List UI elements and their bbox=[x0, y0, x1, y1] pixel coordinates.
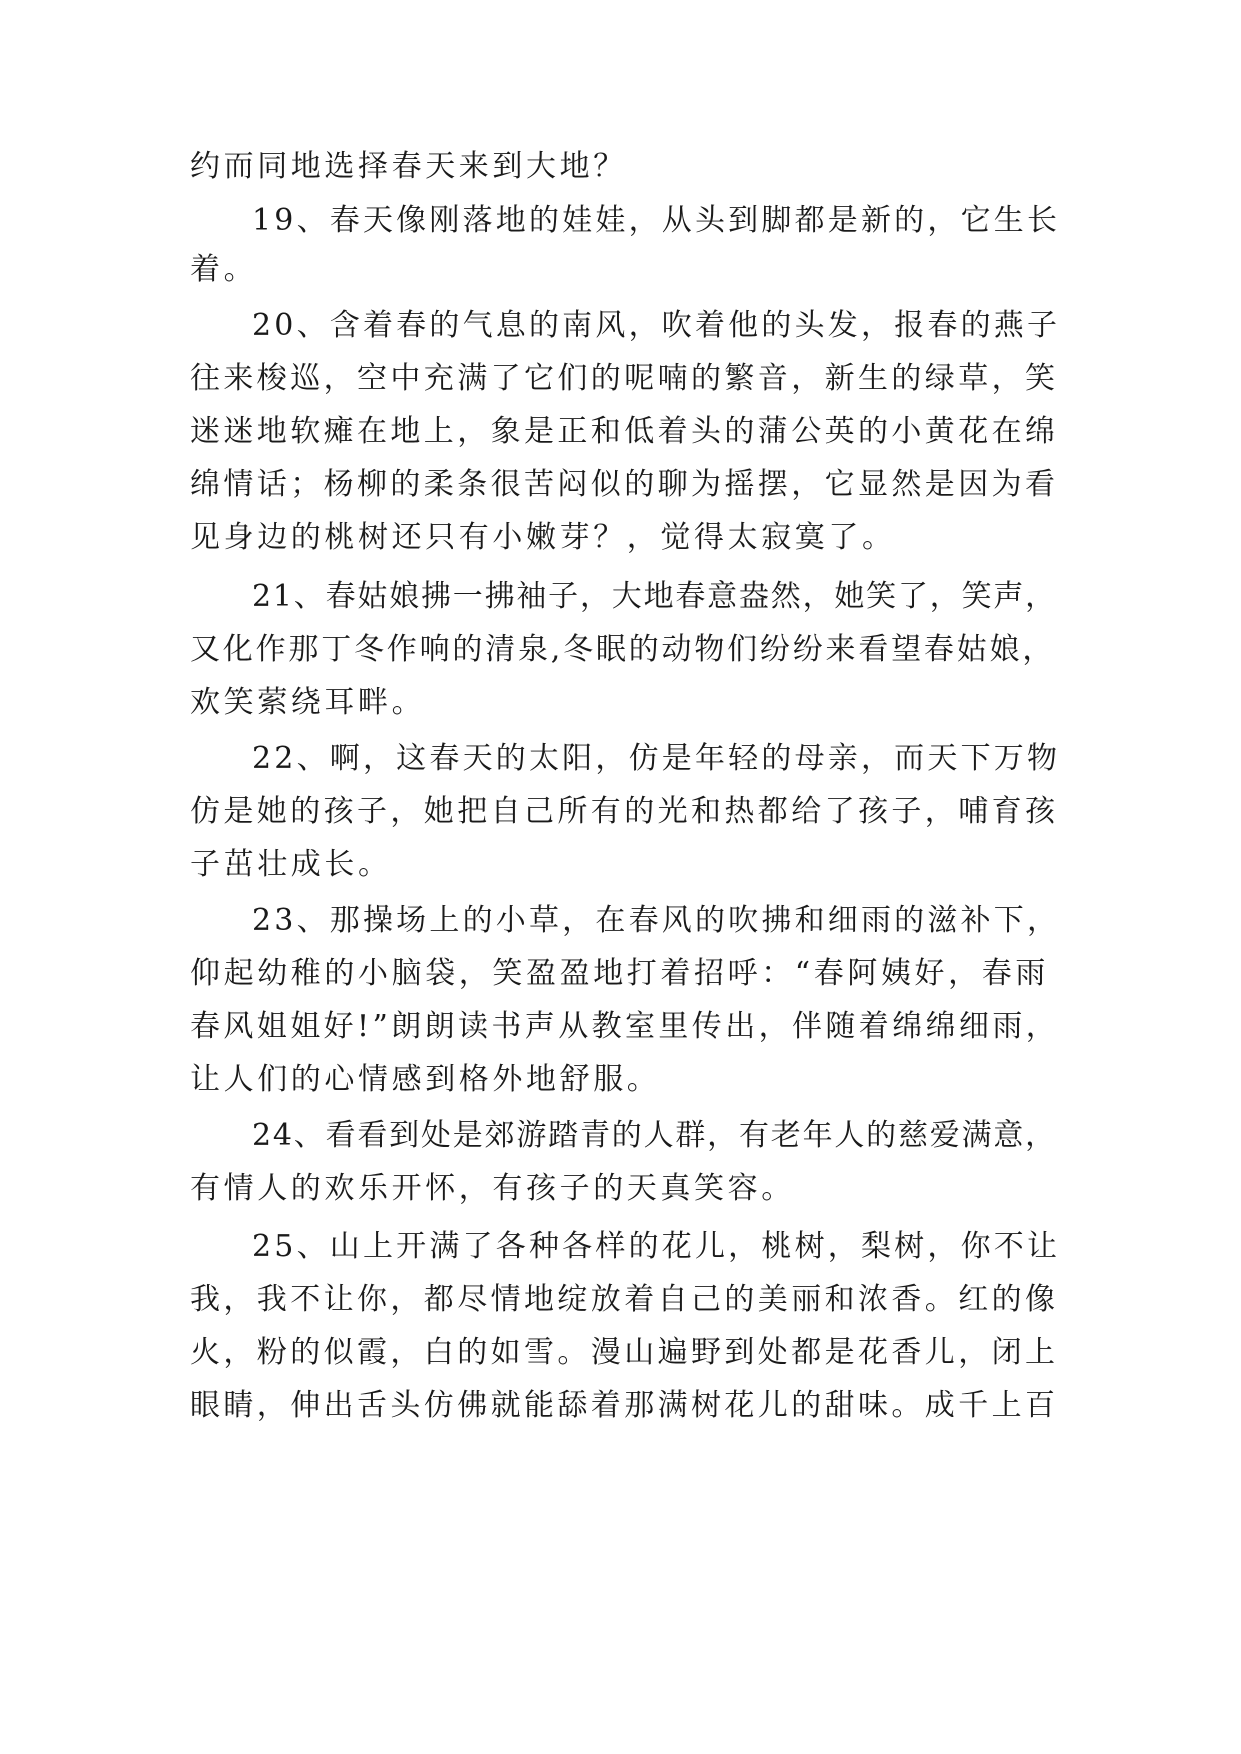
text-line: 欢笑萦绕耳畔。 bbox=[190, 685, 426, 720]
text-line: 22、啊，这春天的太阳，仿是年轻的母亲，而天下万物 bbox=[252, 741, 1061, 776]
text-line: 又化作那丁冬作响的清泉,冬眠的动物们纷纷来看望春姑娘， bbox=[190, 632, 1056, 667]
text-line: 仰起幼稚的小脑袋，笑盈盈地打着招呼：“春阿姨好，春雨 bbox=[190, 956, 1049, 991]
text-line: 往来梭巡，空中充满了它们的呢喃的繁音，新生的绿草，笑 bbox=[190, 361, 1059, 396]
text-line: 着。 bbox=[190, 252, 258, 287]
text-line: 眼睛，伸出舌头仿佛就能舔着那满树花儿的甜味。成千上百 bbox=[190, 1388, 1059, 1423]
text-line: 让人们的心情感到格外地舒服。 bbox=[190, 1062, 661, 1097]
text-line: 24、看看到处是郊游踏青的人群，有老年人的慈爱满意， bbox=[252, 1118, 1057, 1153]
text-line: 19、春天像刚落地的娃娃，从头到脚都是新的，它生长 bbox=[252, 203, 1061, 238]
text-line: 20、含着春的气息的南风，吹着他的头发，报春的燕子 bbox=[252, 308, 1061, 343]
text-line: 迷迷地软瘫在地上，象是正和低着头的蒲公英的小黄花在绵 bbox=[190, 414, 1059, 449]
text-line: 火，粉的似霞，白的如雪。漫山遍野到处都是花香儿，闭上 bbox=[190, 1335, 1059, 1370]
text-line: 23、那操场上的小草，在春风的吹拂和细雨的滋补下， bbox=[252, 903, 1061, 938]
text-line: 见身边的桃树还只有小嫩芽？，觉得太寂寞了。 bbox=[190, 520, 896, 555]
text-line: 绵情话；杨柳的柔条很苦闷似的聊为摇摆，它显然是因为看 bbox=[190, 467, 1059, 502]
text-line: 有情人的欢乐开怀，有孩子的天真笑容。 bbox=[190, 1171, 795, 1206]
text-line: 约而同地选择春天来到大地？ bbox=[190, 149, 627, 184]
text-line: 春风姐姐好!”朗朗读书声从教室里传出，伴随着绵绵细雨， bbox=[190, 1009, 1060, 1044]
text-line: 仿是她的孩子，她把自己所有的光和热都给了孩子，哺育孩 bbox=[190, 794, 1059, 829]
text-line: 25、山上开满了各种各样的花儿，桃树，梨树，你不让 bbox=[252, 1229, 1061, 1264]
text-line: 21、春姑娘拂一拂袖子，大地春意盎然，她笑了，笑声， bbox=[252, 579, 1057, 614]
text-line: 子茁壮成长。 bbox=[190, 847, 392, 882]
text-line: 我，我不让你，都尽情地绽放着自己的美丽和浓香。红的像 bbox=[190, 1282, 1059, 1317]
